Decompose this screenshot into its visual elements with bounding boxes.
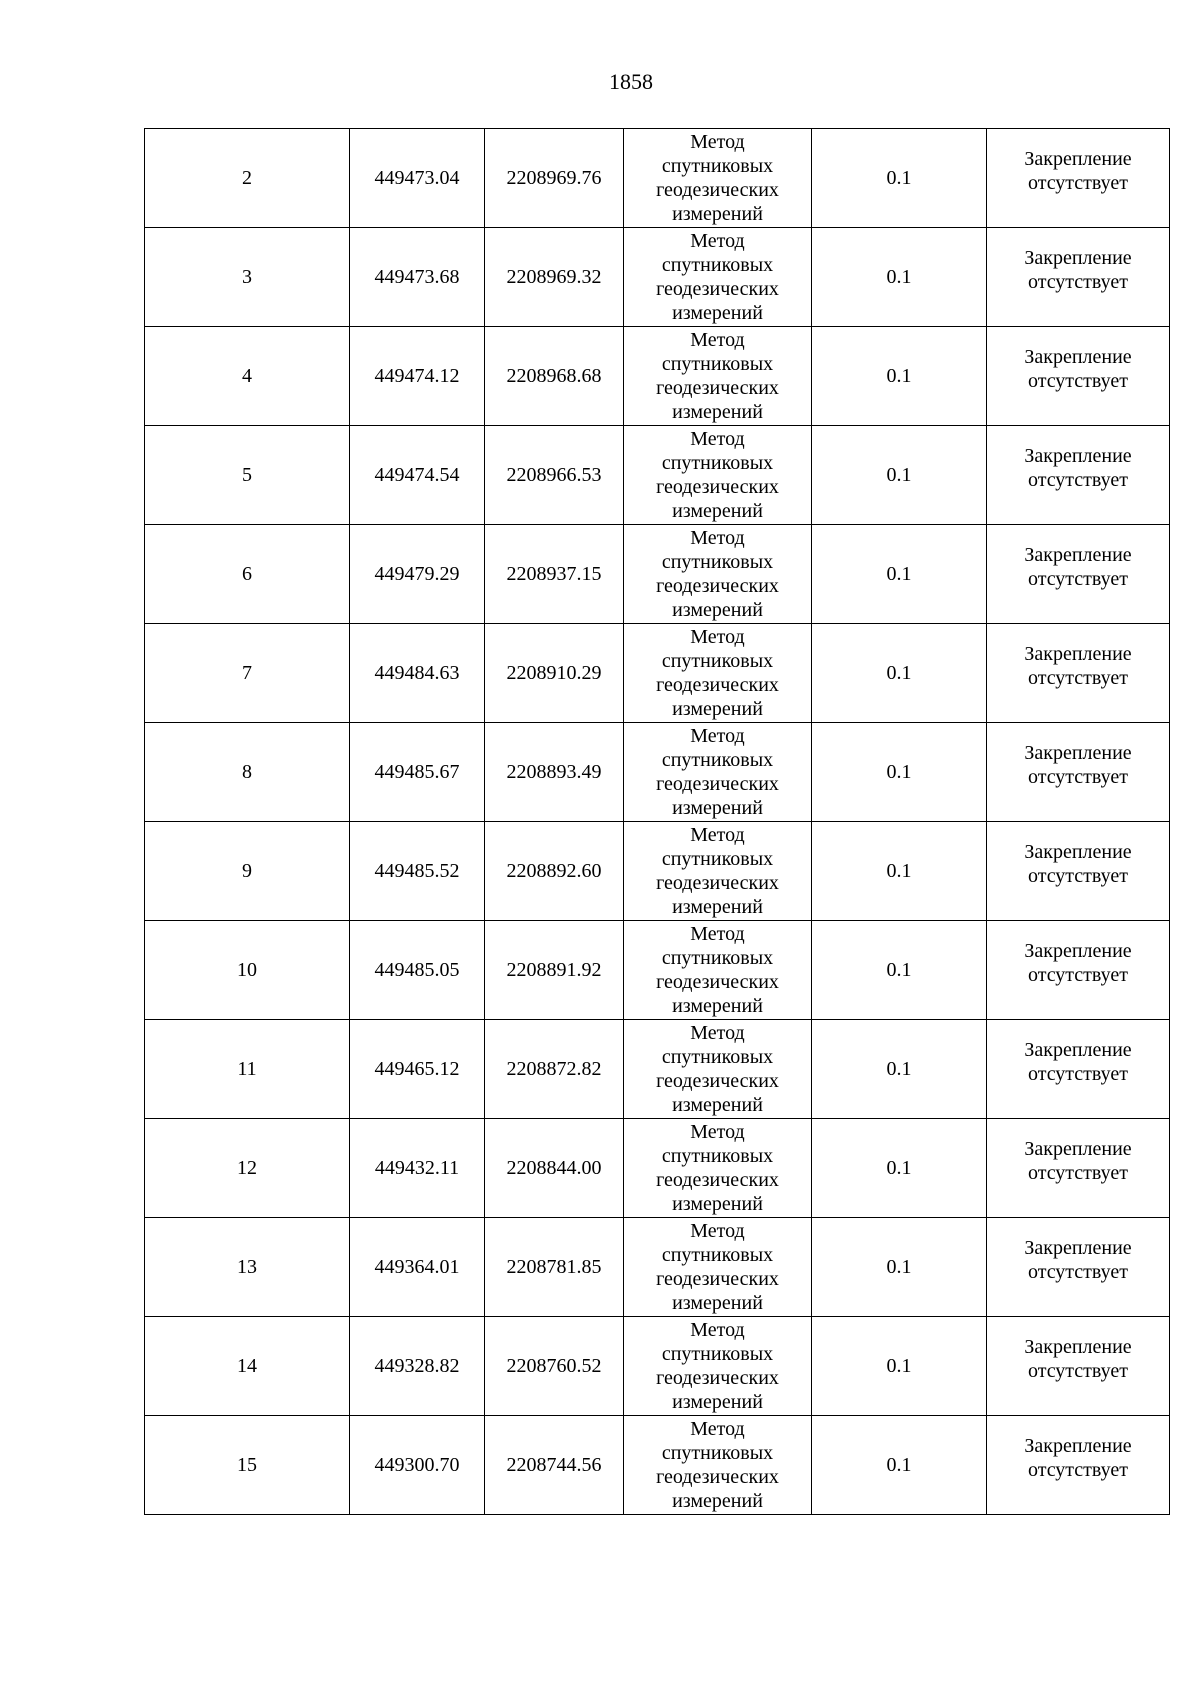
fixing-text-line: Закрепление — [1024, 643, 1132, 665]
accuracy-cell: 0.1 — [812, 1317, 987, 1416]
fixing-text-line: отсутствует — [1027, 667, 1129, 689]
accuracy-cell: 0.1 — [812, 723, 987, 822]
fixing-text-line: Закрепление — [1024, 1435, 1132, 1457]
point-number-cell: 5 — [145, 426, 350, 525]
y-coordinate-cell: 2208844.00 — [485, 1119, 624, 1218]
method-text-line: спутниковых — [661, 1442, 774, 1464]
method-text-line: спутниковых — [661, 650, 774, 672]
method-cell — [624, 921, 812, 1020]
accuracy-cell: 0.1 — [812, 624, 987, 723]
y-coordinate-cell: 2208781.85 — [485, 1218, 624, 1317]
fixing-cell — [987, 921, 1170, 1020]
x-coordinate-cell: 449474.12 — [350, 327, 485, 426]
method-text-line: измерений — [672, 1292, 763, 1314]
fixing-cell — [987, 426, 1170, 525]
fixing-text-line: отсутствует — [1027, 766, 1129, 788]
y-coordinate-cell: 2208969.76 — [485, 129, 624, 228]
table-body — [145, 129, 1170, 1515]
table-row — [145, 723, 1170, 822]
method-text-line: спутниковых — [661, 551, 774, 573]
method-text-line: геодезических — [656, 278, 779, 300]
point-number-cell: 2 — [145, 129, 350, 228]
method-cell — [624, 228, 812, 327]
fixing-cell — [987, 129, 1170, 228]
point-number-cell: 15 — [145, 1416, 350, 1515]
method-text-line: геодезических — [656, 872, 779, 894]
point-number-cell: 6 — [145, 525, 350, 624]
method-text-line: измерений — [672, 401, 763, 423]
method-cell — [624, 525, 812, 624]
y-coordinate-cell: 2208966.53 — [485, 426, 624, 525]
fixing-text-line: отсутствует — [1027, 271, 1129, 293]
fixing-text-line: Закрепление — [1024, 841, 1132, 863]
fixing-text-line: Закрепление — [1024, 1039, 1132, 1061]
accuracy-cell: 0.1 — [812, 1416, 987, 1515]
method-text-line: измерений — [672, 1193, 763, 1215]
method-text-line: измерений — [672, 797, 763, 819]
y-coordinate-cell: 2208744.56 — [485, 1416, 624, 1515]
point-number-cell: 14 — [145, 1317, 350, 1416]
method-text-line: измерений — [672, 1391, 763, 1413]
x-coordinate-cell: 449473.68 — [350, 228, 485, 327]
x-coordinate-cell: 449432.11 — [350, 1119, 485, 1218]
y-coordinate-cell: 2208760.52 — [485, 1317, 624, 1416]
fixing-text-line: отсутствует — [1027, 568, 1129, 590]
method-text-line: спутниковых — [661, 452, 774, 474]
method-text-line: Метод — [690, 527, 745, 549]
y-coordinate-cell: 2208872.82 — [485, 1020, 624, 1119]
method-text-line: Метод — [690, 1121, 745, 1143]
fixing-text-line: отсутствует — [1027, 865, 1129, 887]
method-cell — [624, 129, 812, 228]
method-cell — [624, 1119, 812, 1218]
method-text-line: геодезических — [656, 1169, 779, 1191]
fixing-text-line: отсутствует — [1027, 1063, 1129, 1085]
method-text-line: геодезических — [656, 1268, 779, 1290]
method-cell — [624, 426, 812, 525]
method-text-line: геодезических — [656, 377, 779, 399]
method-text-line: геодезических — [656, 674, 779, 696]
method-text-line: Метод — [690, 428, 745, 450]
table-row — [145, 228, 1170, 327]
coordinates-table — [144, 128, 1170, 1515]
x-coordinate-cell: 449473.04 — [350, 129, 485, 228]
point-number-cell: 11 — [145, 1020, 350, 1119]
fixing-cell — [987, 1218, 1170, 1317]
fixing-text-line: Закрепление — [1024, 742, 1132, 764]
page-number: 1858 — [609, 69, 653, 94]
fixing-cell — [987, 525, 1170, 624]
method-cell — [624, 1020, 812, 1119]
x-coordinate-cell: 449485.52 — [350, 822, 485, 921]
method-text-line: спутниковых — [661, 947, 774, 969]
fixing-cell — [987, 1416, 1170, 1515]
x-coordinate-cell: 449364.01 — [350, 1218, 485, 1317]
fixing-cell — [987, 1317, 1170, 1416]
method-text-line: Метод — [690, 725, 745, 747]
method-text-line: геодезических — [656, 1367, 779, 1389]
point-number-cell: 12 — [145, 1119, 350, 1218]
method-text-line: Метод — [690, 1319, 745, 1341]
fixing-text-line: отсутствует — [1027, 1459, 1129, 1481]
x-coordinate-cell: 449484.63 — [350, 624, 485, 723]
table-row — [145, 1020, 1170, 1119]
fixing-text-line: отсутствует — [1027, 1261, 1129, 1283]
method-text-line: геодезических — [656, 1070, 779, 1092]
fixing-text-line: отсутствует — [1027, 1360, 1129, 1382]
method-text-line: спутниковых — [661, 254, 774, 276]
fixing-text-line: Закрепление — [1024, 544, 1132, 566]
fixing-text-line: Закрепление — [1024, 346, 1132, 368]
table-row — [145, 624, 1170, 723]
fixing-text-line: отсутствует — [1027, 172, 1129, 194]
method-text-line: спутниковых — [661, 1343, 774, 1365]
method-cell — [624, 822, 812, 921]
fixing-cell — [987, 1020, 1170, 1119]
point-number-cell: 7 — [145, 624, 350, 723]
fixing-text-line: отсутствует — [1027, 370, 1129, 392]
table-row — [145, 525, 1170, 624]
method-text-line: Метод — [690, 923, 745, 945]
fixing-text-line: Закрепление — [1024, 1336, 1132, 1358]
point-number-cell: 8 — [145, 723, 350, 822]
x-coordinate-cell: 449328.82 — [350, 1317, 485, 1416]
fixing-text-line: Закрепление — [1024, 940, 1132, 962]
method-text-line: геодезических — [656, 773, 779, 795]
method-text-line: Метод — [690, 824, 745, 846]
table-row — [145, 921, 1170, 1020]
method-cell — [624, 1317, 812, 1416]
y-coordinate-cell: 2208893.49 — [485, 723, 624, 822]
table-row — [145, 822, 1170, 921]
fixing-text-line: Закрепление — [1024, 247, 1132, 269]
accuracy-cell: 0.1 — [812, 1218, 987, 1317]
accuracy-cell: 0.1 — [812, 921, 987, 1020]
method-text-line: Метод — [690, 1418, 745, 1440]
method-text-line: геодезических — [656, 476, 779, 498]
method-text-line: геодезических — [656, 575, 779, 597]
method-cell — [624, 1416, 812, 1515]
method-cell — [624, 624, 812, 723]
y-coordinate-cell: 2208937.15 — [485, 525, 624, 624]
method-text-line: спутниковых — [661, 1145, 774, 1167]
accuracy-cell: 0.1 — [812, 1119, 987, 1218]
x-coordinate-cell: 449300.70 — [350, 1416, 485, 1515]
accuracy-cell: 0.1 — [812, 129, 987, 228]
accuracy-cell: 0.1 — [812, 327, 987, 426]
y-coordinate-cell: 2208892.60 — [485, 822, 624, 921]
y-coordinate-cell: 2208891.92 — [485, 921, 624, 1020]
y-coordinate-cell: 2208910.29 — [485, 624, 624, 723]
point-number-cell: 10 — [145, 921, 350, 1020]
point-number-cell: 13 — [145, 1218, 350, 1317]
method-cell — [624, 723, 812, 822]
method-text-line: Метод — [690, 230, 745, 252]
method-text-line: спутниковых — [661, 353, 774, 375]
method-cell — [624, 1218, 812, 1317]
fixing-text-line: отсутствует — [1027, 469, 1129, 491]
fixing-cell — [987, 723, 1170, 822]
fixing-cell — [987, 822, 1170, 921]
method-text-line: измерений — [672, 896, 763, 918]
fixing-text-line: отсутствует — [1027, 964, 1129, 986]
method-text-line: Метод — [690, 131, 745, 153]
method-text-line: Метод — [690, 1022, 745, 1044]
accuracy-cell: 0.1 — [812, 1020, 987, 1119]
fixing-cell — [987, 228, 1170, 327]
method-text-line: измерений — [672, 302, 763, 324]
fixing-cell — [987, 327, 1170, 426]
method-text-line: геодезических — [656, 1466, 779, 1488]
method-text-line: измерений — [672, 698, 763, 720]
fixing-cell — [987, 1119, 1170, 1218]
x-coordinate-cell: 449465.12 — [350, 1020, 485, 1119]
point-number-cell: 3 — [145, 228, 350, 327]
accuracy-cell: 0.1 — [812, 525, 987, 624]
x-coordinate-cell: 449485.67 — [350, 723, 485, 822]
table-row — [145, 426, 1170, 525]
method-text-line: геодезических — [656, 179, 779, 201]
method-text-line: Метод — [690, 1220, 745, 1242]
method-text-line: спутниковых — [661, 1244, 774, 1266]
fixing-text-line: Закрепление — [1024, 1237, 1132, 1259]
point-number-cell: 4 — [145, 327, 350, 426]
y-coordinate-cell: 2208969.32 — [485, 228, 624, 327]
method-text-line: спутниковых — [661, 155, 774, 177]
method-text-line: Метод — [690, 329, 745, 351]
accuracy-cell: 0.1 — [812, 426, 987, 525]
method-text-line: спутниковых — [661, 1046, 774, 1068]
fixing-cell — [987, 624, 1170, 723]
table-row — [145, 1218, 1170, 1317]
method-text-line: спутниковых — [661, 848, 774, 870]
x-coordinate-cell: 449474.54 — [350, 426, 485, 525]
fixing-text-line: Закрепление — [1024, 148, 1132, 170]
method-text-line: измерений — [672, 203, 763, 225]
table-row — [145, 1119, 1170, 1218]
table-row — [145, 129, 1170, 228]
accuracy-cell: 0.1 — [812, 228, 987, 327]
method-cell — [624, 327, 812, 426]
x-coordinate-cell: 449479.29 — [350, 525, 485, 624]
fixing-text-line: Закрепление — [1024, 445, 1132, 467]
method-text-line: Метод — [690, 626, 745, 648]
method-text-line: геодезических — [656, 971, 779, 993]
method-text-line: спутниковых — [661, 749, 774, 771]
x-coordinate-cell: 449485.05 — [350, 921, 485, 1020]
table-row — [145, 1416, 1170, 1515]
point-number-cell: 9 — [145, 822, 350, 921]
accuracy-cell: 0.1 — [812, 822, 987, 921]
method-text-line: измерений — [672, 995, 763, 1017]
method-text-line: измерений — [672, 599, 763, 621]
method-text-line: измерений — [672, 1490, 763, 1512]
method-text-line: измерений — [672, 1094, 763, 1116]
table-row — [145, 1317, 1170, 1416]
y-coordinate-cell: 2208968.68 — [485, 327, 624, 426]
table-row — [145, 327, 1170, 426]
fixing-text-line: отсутствует — [1027, 1162, 1129, 1184]
fixing-text-line: Закрепление — [1024, 1138, 1132, 1160]
method-text-line: измерений — [672, 500, 763, 522]
